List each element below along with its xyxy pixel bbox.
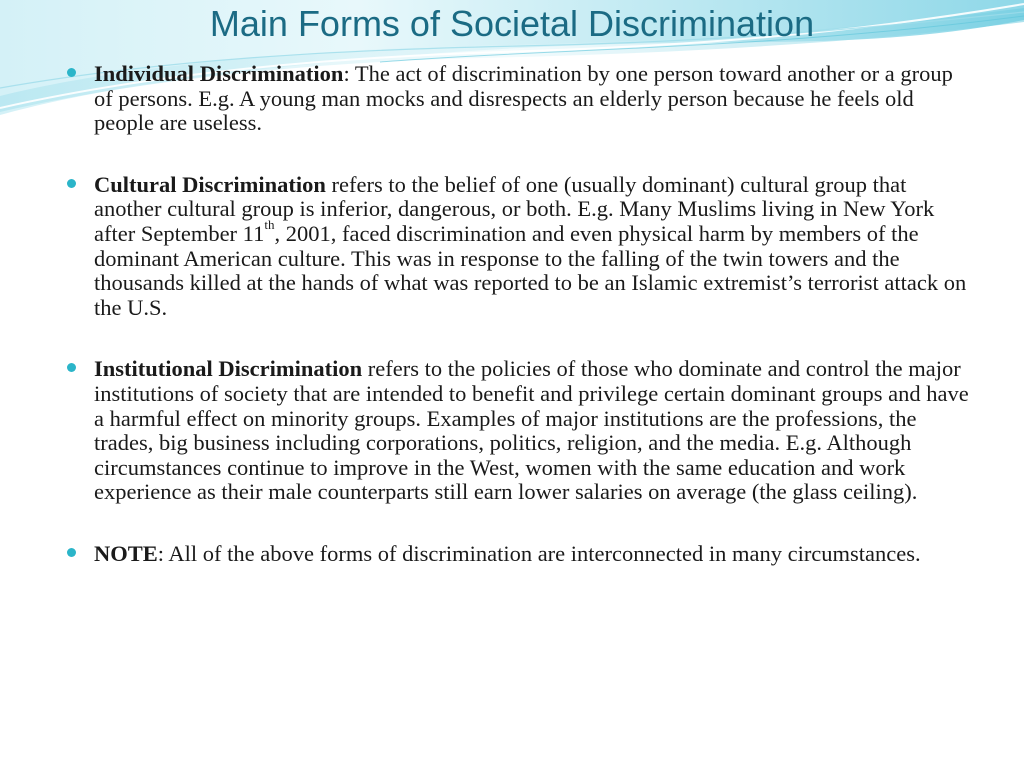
bullet-list: [66, 62, 972, 604]
term-institutional-discrimination: Institutional Discrimination: [94, 356, 363, 382]
bullet-item-note: [66, 542, 972, 567]
slide-title: Main Forms of Societal Discrimination: [209, 3, 815, 44]
bullet-dot-icon: [67, 548, 76, 557]
definition-cultural-discrimination-part2: , 2001, faced discrimination and even physical harm by members of the dominant American culture. This was in response to the falling of the twin towers and the thousands killed at the hands of what was reported to be an Islamic extremist’s terrorist attack on the U.S.: [94, 220, 967, 320]
term-cultural-discrimination: Cultural Discrimination: [94, 171, 326, 197]
term-individual-discrimination: Individual Discrimination: [94, 61, 344, 86]
definition-individual-discrimination: : The act of discrimination by one person toward another or a group of persons. E.g. A young man mocks and disrespects an elderly person because he feels old people are useless.: [94, 61, 953, 136]
bullet-dot-icon: [67, 363, 76, 372]
bullet-dot-icon: [67, 68, 76, 77]
note-text: : All of the above forms of discrimination are interconnected in many circumstances.: [157, 540, 921, 566]
ordinal-superscript: th: [264, 217, 275, 233]
bullet-item-cultural: [66, 173, 972, 321]
bullet-dot-icon: [67, 179, 76, 188]
term-note: NOTE: [94, 540, 158, 566]
definition-cultural-discrimination-part1: refers to the belief of one (usually dominant) cultural group that another cultural group is inferior, dangerous, or both. E.g. Many Muslims living in New York after September 11: [94, 171, 935, 246]
definition-institutional-discrimination: refers to the policies of those who dominate and control the major institutions of society that are intended to benefit and privilege certain dominant groups and have a harmful effect on minority groups. Examples of major institutions are the professions, the trades, big business including corporations, politics, religion, and the media. E.g. Although circumstances continue to improve in the West, women with the same education and work experience as their male counterparts still earn lower salaries on average (the glass ceiling).: [94, 356, 969, 505]
bullet-item-institutional: [66, 357, 972, 505]
bullet-item-individual: [66, 62, 972, 136]
